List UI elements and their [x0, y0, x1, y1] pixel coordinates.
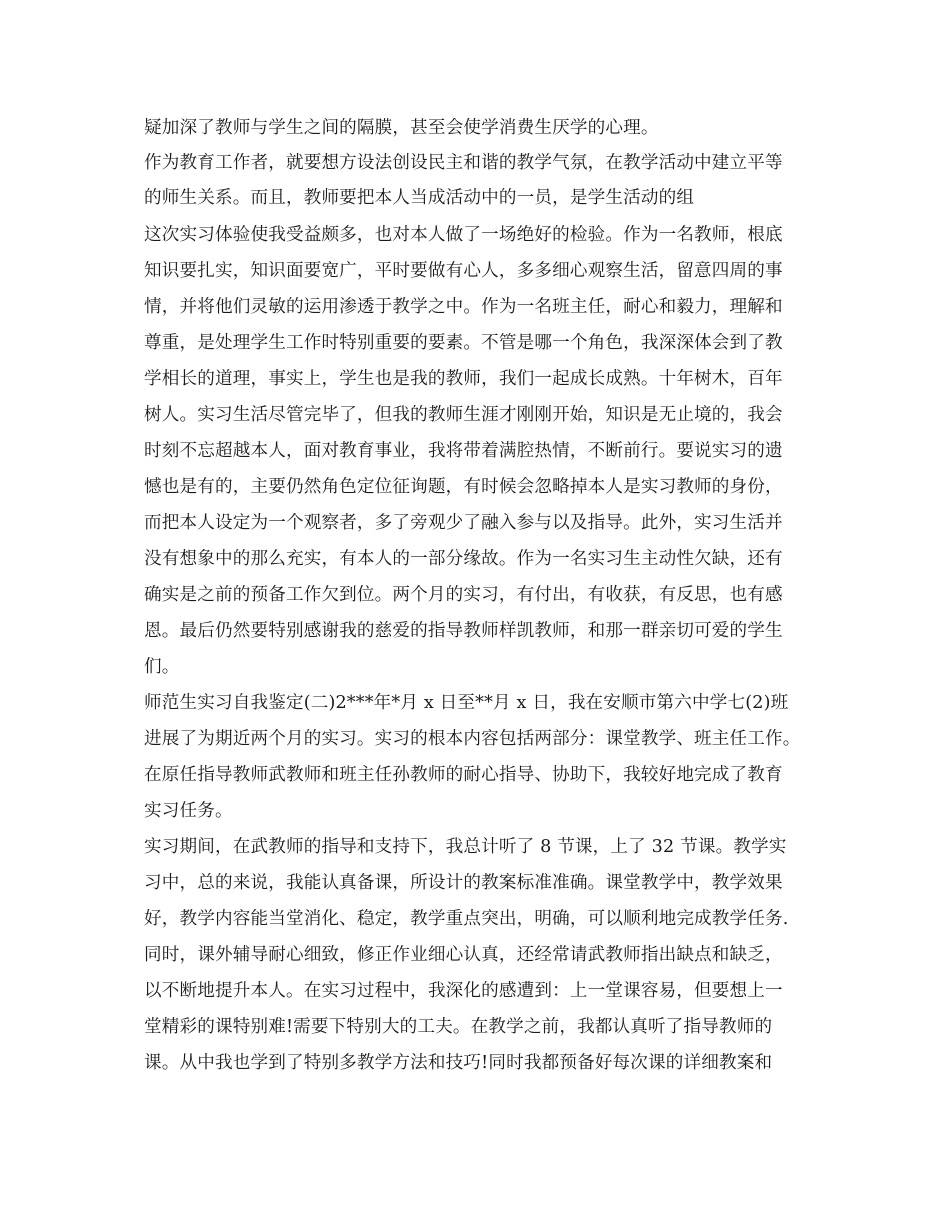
text-line: 进展了为期近两个月的实习。实习的根本内容包括两部分：课堂教学、班主任工作。	[144, 729, 801, 749]
text-line: 没有想象中的那么充实，有本人的一部分缘故。作为一名实习生主动性欠缺，还有	[144, 549, 783, 569]
text-line: 学相长的道理，事实上，学生也是我的教师，我们一起成长成熟。十年树木，百年	[144, 369, 783, 389]
text-line: 们。	[144, 657, 180, 677]
text-line: 情，并将他们灵敏的运用渗透于教学之中。作为一名班主任，耐心和毅力，理解和	[144, 297, 783, 317]
text-line: 师范生实习自我鉴定(二)2***年*月 x 日至**月 x 日，我在安顺市第六中学七(2)班	[144, 693, 789, 713]
text-line: 习中，总的来说，我能认真备课，所设计的教案标准准确。课堂教学中，教学效果	[144, 873, 783, 893]
text-line: 的师生关系。而且，教师要把本人当成活动中的一员，是学生活动的组	[144, 188, 695, 208]
text-line: 同时，课外辅导耐心细致，修正作业细心认真，还经常请武教师指出缺点和缺乏，	[144, 945, 783, 965]
text-line: 好，教学内容能当堂消化、稳定，教学重点突出，明确，可以顺利地完成教学任务.	[144, 909, 789, 929]
text-line: 树人。实习生活尽管完毕了，但我的教师生涯才刚刚开始，知识是无止境的，我会	[144, 405, 783, 425]
text-line: 确实是之前的预备工作欠到位。两个月的实习，有付出，有收获，有反思，也有感	[144, 585, 783, 605]
text-line: 疑加深了教师与学生之间的隔膜，甚至会使学消费生厌学的心理。	[144, 118, 659, 138]
text-line: 知识要扎实，知识面要宽广，平时要做有心人，多多细心观察生活，留意四周的事	[144, 261, 783, 281]
text-line: 恩。最后仍然要特别感谢我的慈爱的指导教师样凯教师，和那一群亲切可爱的学生	[144, 621, 783, 641]
text-line: 实习期间，在武教师的指导和支持下，我总计听了 8 节课，上了 32 节课。教学实	[144, 837, 787, 857]
text-line: 作为教育工作者，就要想方设法创设民主和谐的教学气氛，在教学活动中建立平等	[144, 153, 783, 173]
text-line: 课。从中我也学到了特别多教学方法和技巧!同时我都预备好每次课的详细教案和	[144, 1053, 773, 1073]
text-line: 在原任指导教师武教师和班主任孙教师的耐心指导、协助下，我较好地完成了教育	[144, 765, 783, 785]
text-line: 堂精彩的课特别难!需要下特别大的工夫。在教学之前，我都认真听了指导教师的	[144, 1017, 773, 1037]
text-line: 这次实习体验使我受益颇多，也对本人做了一场绝好的检验。作为一名教师，根底	[144, 225, 783, 245]
text-line: 憾也是有的，主要仍然角色定位征询题，有时候会忽略掉本人是实习教师的身份，	[144, 477, 783, 497]
text-line: 以不断地提升本人。在实习过程中，我深化的感遭到：上一堂课容易，但要想上一	[144, 981, 783, 1001]
text-line: 时刻不忘超越本人，面对教育事业，我将带着满腔热情，不断前行。要说实习的遗	[144, 441, 783, 461]
text-line: 尊重，是处理学生工作时特别重要的要素。不管是哪一个角色，我深深体会到了教	[144, 333, 783, 353]
text-line: 实习任务。	[144, 801, 233, 821]
text-line: 而把本人设定为一个观察者，多了旁观少了融入参与以及指导。此外，实习生活并	[144, 513, 783, 533]
